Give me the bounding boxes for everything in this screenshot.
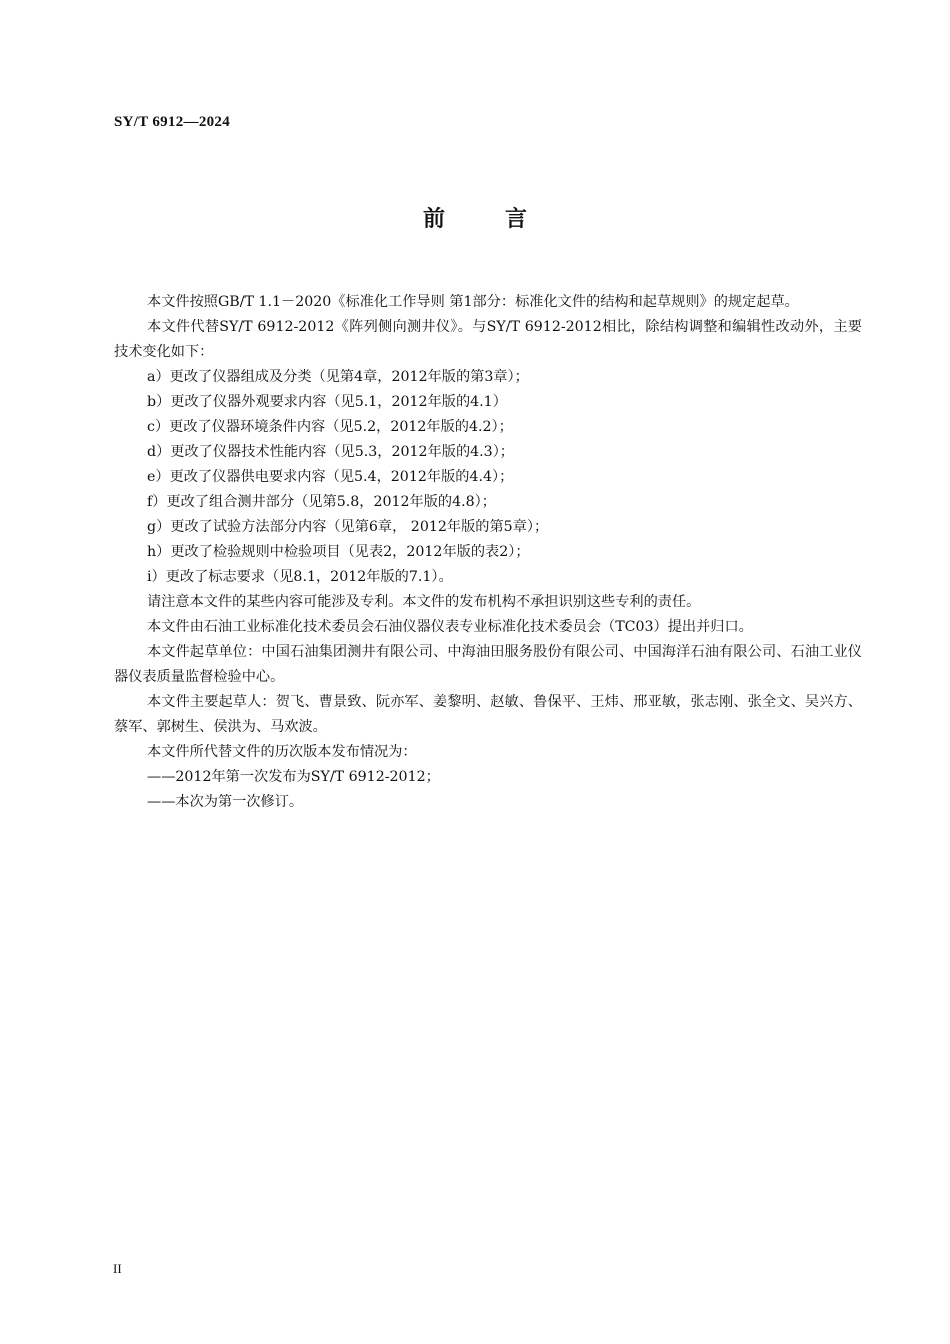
paragraph-proposer: 本文件由石油工业标准化技术委员会石油仪器仪表专业标准化技术委员会（TC03）提出并归口。 [147, 619, 753, 635]
document-code: SY/T 6912—2024 [114, 114, 231, 130]
paragraph-patent-notice: 请注意本文件的某些内容可能涉及专利。本文件的发布机构不承担识别这些专利的责任。 [147, 594, 701, 610]
page-number: II [113, 1261, 122, 1276]
paragraph-drafting-rules: 本文件按照GB/T 1.1－2020《标准化工作导则 第1部分：标准化文件的结构和起草规则》的规定起草。 [147, 294, 799, 310]
history-item: ——本次为第一次修订。 [147, 794, 304, 810]
list-item: i）更改了标志要求（见8.1，2012年版的7.1）。 [147, 569, 453, 585]
list-item: d）更改了仪器技术性能内容（见5.3，2012年版的4.3）； [147, 444, 514, 460]
title-char-1: 前 [422, 207, 445, 232]
title-char-2: 言 [505, 207, 528, 232]
paragraph-history-intro: 本文件所代替文件的历次版本发布情况为： [147, 744, 417, 760]
paragraph-drafting-units: 本文件起草单位：中国石油集团测井有限公司、中海油田服务股份有限公司、中国海洋石油有限公司、石油工业仪器仪表质量监督检验中心。 [114, 644, 862, 685]
list-item: b）更改了仪器外观要求内容（见5.1，2012年版的4.1） [147, 394, 507, 410]
list-item: c）更改了仪器环境条件内容（见5.2，2012年版的4.2）； [147, 419, 513, 435]
list-item: a）更改了仪器组成及分类（见第4章，2012年版的第3章）； [147, 369, 529, 385]
paragraph-replacement: 本文件代替SY/T 6912-2012《阵列侧向测井仪》。与SY/T 6912-2012相比，除结构调整和编辑性改动外，主要技术变化如下： [114, 319, 862, 360]
paragraph-drafters: 本文件主要起草人：贺飞、曹景致、阮亦军、姜黎明、赵敏、鲁保平、王炜、邢亚敏，张志刚、张全文、吴兴方、蔡军、郭树生、侯洪为、马欢波。 [114, 694, 862, 735]
list-item: e）更改了仪器供电要求内容（见5.4，2012年版的4.4）； [147, 469, 514, 485]
list-item: g）更改了试验方法部分内容（见第6章， 2012年版的第5章）； [147, 519, 549, 535]
history-item: ——2012年第一次发布为SY/T 6912-2012； [147, 769, 440, 785]
page-title [0, 202, 950, 233]
list-item: f）更改了组合测井部分（见第5.8，2012年版的4.8）； [147, 494, 496, 510]
change-list [114, 365, 862, 590]
list-item: h）更改了检验规则中检验项目（见表2，2012年版的表2）； [147, 544, 530, 560]
foreword-body [114, 290, 862, 815]
